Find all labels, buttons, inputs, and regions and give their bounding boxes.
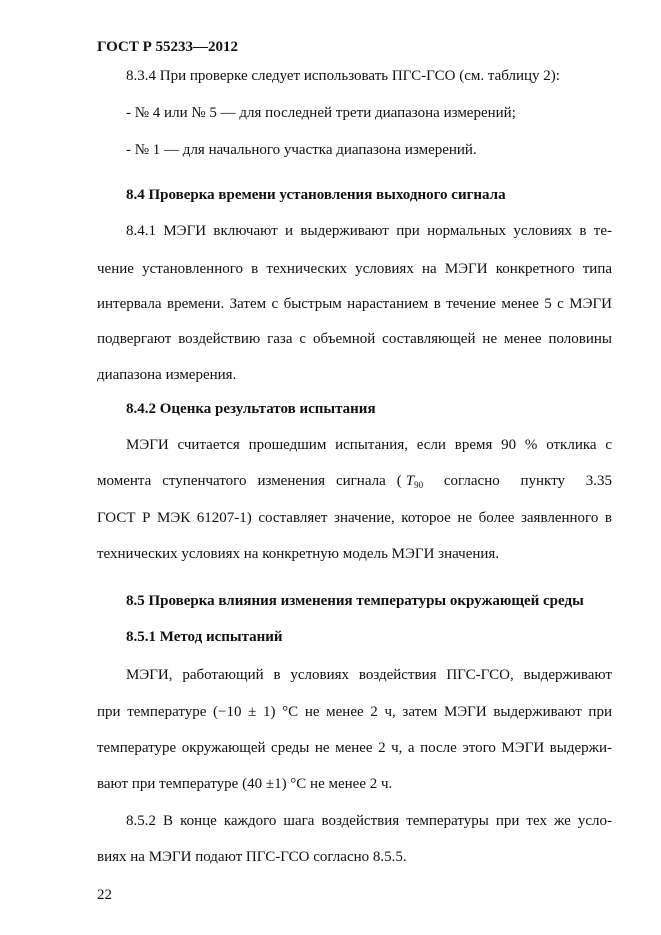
paragraph-line: подвергают воздействию газа с объемной составляющей не менее половины bbox=[97, 331, 612, 347]
symbol-t90 bbox=[406, 472, 423, 490]
paragraph-line: чение установленного в технических условиях на МЭГИ конкретного типа bbox=[97, 261, 612, 277]
list-item: - № 4 или № 5 — для последней трети диапазона измерений; bbox=[126, 105, 516, 121]
list-item: - № 1 — для начального участка диапазона измерений. bbox=[126, 142, 477, 158]
document-header: ГОСТ Р 55233—2012 bbox=[97, 39, 239, 55]
paragraph-line-part: момента ступенчатого изменения сигнала ( bbox=[97, 473, 402, 489]
paragraph-line: температуре окружающей среды не менее 2 ч, а после этого МЭГИ выдержи- bbox=[97, 740, 612, 756]
paragraph-line: диапазона измерения. bbox=[97, 367, 237, 383]
symbol-t: T bbox=[405, 473, 415, 489]
page-number: 22 bbox=[97, 887, 112, 903]
symbol-subscript: 90 bbox=[414, 480, 424, 490]
paragraph-line: ГОСТ Р МЭК 61207-1) составляет значение, которое не более заявленного в bbox=[97, 510, 612, 526]
section-heading-8-5: 8.5 Проверка влияния изменения температуры окружающей среды bbox=[126, 593, 584, 609]
subsection-heading-8-5-1: 8.5.1 Метод испытаний bbox=[126, 629, 283, 645]
subsection-heading-8-4-2: 8.4.2 Оценка результатов испытания bbox=[126, 401, 376, 417]
paragraph-line: виях на МЭГИ подают ПГС-ГСО согласно 8.5.5. bbox=[97, 849, 407, 865]
paragraph-line: МЭГИ считается прошедшим испытания, если время 90 % отклика с bbox=[126, 437, 612, 453]
paragraph-line: при температуре (−10 ± 1) °С не менее 2 ч, затем МЭГИ выдерживают при bbox=[97, 704, 612, 720]
paragraph-line: 8.4.1 МЭГИ включают и выдерживают при нормальных условиях в те- bbox=[126, 223, 612, 239]
paragraph-line: 8.3.4 При проверке следует использовать ПГС-ГСО (см. таблицу 2): bbox=[126, 68, 560, 84]
paragraph-line: интервала времени. Затем с быстрым нарастанием в течение менее 5 с МЭГИ bbox=[97, 296, 612, 312]
paragraph-line: 8.5.2 В конце каждого шага воздействия температуры при тех же усло- bbox=[126, 813, 612, 829]
paragraph-line bbox=[97, 472, 612, 490]
paragraph-line: МЭГИ, работающий в условиях воздействия ПГС-ГСО, выдерживают bbox=[126, 667, 612, 683]
section-heading-8-4: 8.4 Проверка времени установления выходного сигнала bbox=[126, 187, 506, 203]
paragraph-line: вают при температуре (40 ±1) °С не менее 2 ч. bbox=[97, 776, 393, 792]
paragraph-line: технических условиях на конкретную модель МЭГИ значения. bbox=[97, 546, 500, 562]
paragraph-line-part: согласно пункту 3.35 bbox=[423, 473, 612, 489]
